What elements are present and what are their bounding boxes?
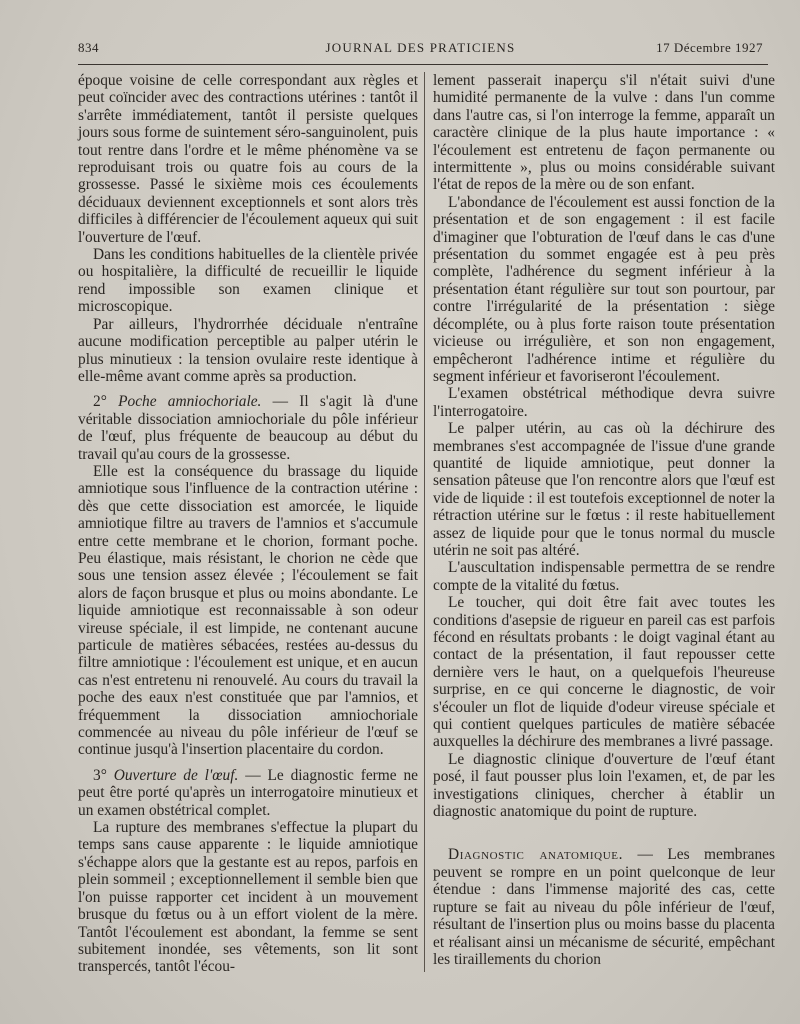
paragraph: Par ailleurs, l'hydrorrhée déciduale n'entraîne aucune modification perceptible au palper utérin le plus minutieux : la tension ovulaire reste identique à elle-même avant comme après sa production. [78,315,418,385]
section-text: — Il s'agit là d'une véritable dissociation amniochoriale du pôle inférieur de l'œuf, plus fréquente de beaucoup au début du travail qu'au cours de la grossesse. [78,393,419,463]
column-divider [424,72,425,972]
paragraph: L'auscultation indispensable permettra de se rendre compte de la vitalité du fœtus. [433,559,775,594]
paragraph: L'examen obstétrical méthodique devra suivre l'interrogatoire. [433,385,775,420]
paragraph: lement passerait inaperçu s'il n'était suivi d'une humidité permanente de la vulve : dans l'un comme dans l'autre cas, si l'on interroge la femme, apparaît un caractère clinique de la plus haute importance : « l'écoulement est entretenu de façon permanente ou intermittente », plus ou moins considérable suivant l'état de repos de la mère ou de son enfant. [433,72,775,194]
right-column [433,72,775,968]
section-title-ouverture-oeuf: Ouverture de l'œuf. [113,766,239,784]
section-title-poche-amniochoriale: Poche amniochoriale. [118,393,262,411]
section-text: — Le diagnostic ferme ne peut être porté qu'après un interrogatoire minutieux et un examen obstétrical complet. [78,766,418,819]
section-heading-diagnostic-anatomique: Diagnostic anatomique. [448,846,624,864]
journal-title: JOURNAL DES PRATICIENS [325,40,516,55]
section-text: — Les membranes peuvent se rompre en un point quelconque de leur étendue : dans l'immense majorité des cas, cette rupture se fait au niveau du pôle inférieur de l'œuf, résultant de l'insertion plus ou moins basse du placenta et réalisant ainsi un mécanisme de sécurité, empêchant les tiraillements du chorion [433,846,775,968]
paragraph: Le palper utérin, au cas où la déchirure des membranes s'est accompagnée de l'issue d'une grande quantité de liquide amniotique, peut donner la sensation pâteuse que l'on rencontre alors que l'œuf est vide de liquide : il est toutefois exceptionnel de noter la rétraction utérine sur le fœtus : il reste habituellement assez de liquide pour que le tonus normal du muscle utérin ne soit pas altéré. [433,420,775,559]
issue-date: 17 Décembre 1927 [656,40,763,55]
paragraph: Elle est la conséquence du brassage du liquide amniotique sous l'influence de la contraction utérine : dès que cette dissociation est amorcée, le liquide amniotique filtre au travers de l'amnios et s'accumule entre cette membrane et le chorion, formant poche. Peu élastique, mais résistant, le chorion ne cède que sous une tension assez élevée ; l'écoulement se fait alors de façon brusque et plus ou moins abondante. Le liquide amniotique est reconnaissable à son odeur vireuse spéciale, il est limpide, ne contenant aucune particule de matières sébacées, restées au-dessus du filtre amniotique : l'écoulement est unique, et en aucun cas n'est entretenu ni renouvelé. Au cours du travail la poche des eaux n'est constituée que par l'amnios, et fréquemment la dissociation amniochoriale commencée au niveau du pôle inférieur de l'œuf se continue jusqu'à l'insertion placentaire du cordon. [78,462,418,759]
page-number: 834 [78,40,99,55]
paragraph: La rupture des membranes s'effectue la plupart du temps sans cause apparente : le liquide amniotique s'échappe alors que la gestante est au repos, parfois en plein sommeil ; exceptionnellement il semble bien que l'on puisse rapporter cet incident à un mouvement brusque du fœtus ou à un effort violent de la mère. Tantôt l'écoulement est abondant, la femme se sent subitement inondée, ses vêtements, son lit sont transpercés, tantôt l'écou- [78,819,418,976]
header-rule [78,64,768,65]
section-paragraph-poche [78,393,418,463]
paragraph: Le diagnostic clinique d'ouverture de l'œuf étant posé, il faut pousser plus loin l'examen, et, de par les investigations cliniques, chercher à établir un diagnostic anatomique du point de rupture. [433,750,775,821]
paragraph: Le toucher, qui doit être fait avec toutes les conditions d'asepsie de rigueur en pareil cas est parfois fécond en résultats probants : le doigt vaginal étant au contact de la présentation, il faut repousser cette dernière vers le haut, on a quelquefois l'heureuse surprise, en ce qui concerne le diagnostic, de voir s'écouler un flot de liquide d'odeur vireuse spéciale et qui contient quelques particules de matière sébacée auxquelles la déchirure des membranes a livré passage. [433,594,775,751]
section-paragraph-diagnostic-anatomique [433,846,775,968]
left-column [78,72,418,976]
section-number: 3° [93,766,114,784]
running-header [78,40,763,62]
section-number: 2° [93,393,119,411]
paragraph: époque voisine de celle correspondant aux règles et peut coïncider avec des contractions utérines : tantôt il s'arrête immédiatement, tantôt il persiste quelques jours sous forme de suintement séro-sanguinolent, puis tout rentre dans l'ordre et le même phénomène va se reproduisant trois ou quatre fois au cours de la grossesse. Passé le sixième mois ces écoulements déciduaux deviennent exceptionnels et sont alors très difficiles à différencier de l'écoulement aqueux qui suit l'ouverture de l'œuf. [78,72,418,246]
paragraph: L'abondance de l'écoulement est aussi fonction de la présentation et de son engagement : il est facile d'imaginer que l'obturation de l'œuf dans le cas d'une présentation du sommet engagée est à peu près complète, l'adhérence du segment inférieur à la présentation étant régulière sur tout son pourtour, par contre l'irrégularité de la présentation : siège décompléte, ou à plus forte raison toute présentation vicieuse ou irrégulière, et son non engagement, empêcheront l'adhérence intime et régulière du segment inférieur et favoriseront l'écoulement. [433,193,775,385]
section-paragraph-ouverture [78,767,418,819]
paragraph: Dans les conditions habituelles de la clientèle privée ou hospitalière, la difficulté de recueillir le liquide rend impossible son examen clinique et microscopique. [78,246,418,316]
